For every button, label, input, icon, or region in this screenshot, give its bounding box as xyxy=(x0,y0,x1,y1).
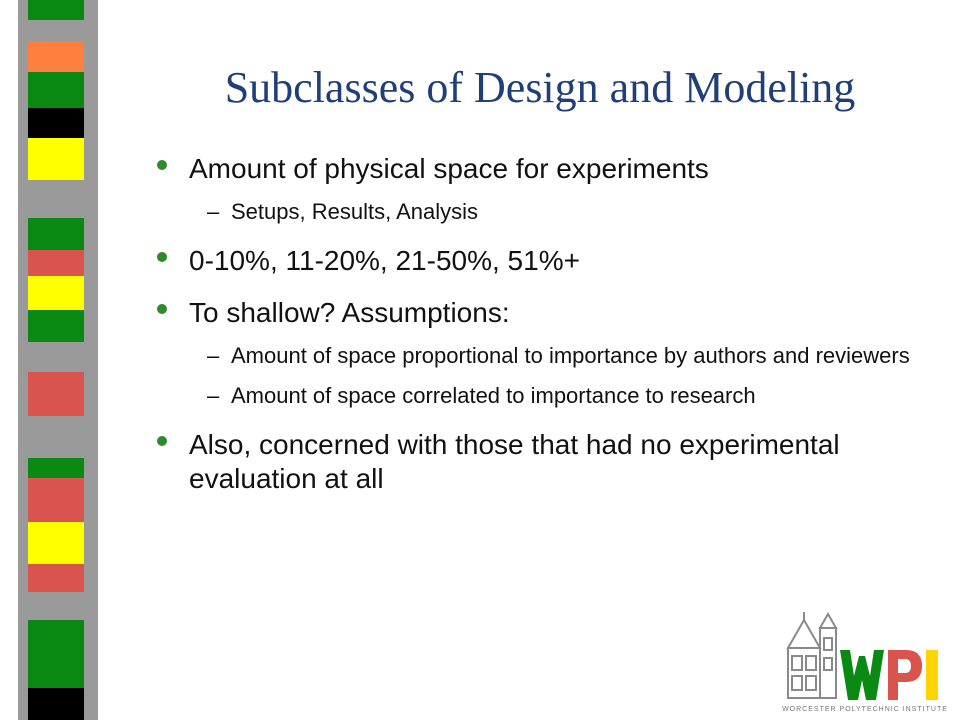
logo-caption: WORCESTER POLYTECHNIC INSTITUTE xyxy=(782,706,948,713)
decorative-stripe-column xyxy=(0,0,100,720)
dash-icon: – xyxy=(207,199,220,224)
stripe-block xyxy=(28,250,84,276)
sub-bullet-item xyxy=(155,342,915,370)
bullet-dot-icon xyxy=(157,304,167,314)
bullet-item xyxy=(155,152,915,186)
stripe-block xyxy=(28,620,84,688)
stripe-block xyxy=(28,522,84,564)
bullet-text: 0-10%, 11-20%, 21-50%, 51%+ xyxy=(189,245,580,276)
dash-icon: – xyxy=(207,383,220,408)
bullet-text: Amount of physical space for experiments xyxy=(189,153,709,184)
bullet-item xyxy=(155,244,915,278)
stripe-block xyxy=(28,138,84,180)
stripe-block xyxy=(28,372,84,416)
dash-icon: – xyxy=(207,343,220,368)
sub-bullet-item xyxy=(155,382,915,410)
stripe-block xyxy=(28,108,84,138)
building-icon xyxy=(780,608,950,720)
bullet-text: To shallow? Assumptions: xyxy=(189,297,510,328)
sub-bullet-text: Amount of space correlated to importance to research xyxy=(231,383,756,408)
bullet-list xyxy=(155,140,915,496)
stripe-block xyxy=(28,218,84,250)
bullet-item xyxy=(155,428,915,496)
bullet-dot-icon xyxy=(157,160,167,170)
sub-bullet-text: Amount of space proportional to importance by authors and reviewers xyxy=(231,343,910,368)
wpi-logo xyxy=(780,608,950,720)
sub-bullet-item xyxy=(155,198,915,226)
stripe-block xyxy=(28,72,84,108)
sub-bullet-text: Setups, Results, Analysis xyxy=(231,199,479,224)
stripe-block xyxy=(28,688,84,720)
stripe-block xyxy=(28,564,84,592)
stripe-block xyxy=(28,0,84,20)
stripe-block xyxy=(28,42,84,72)
stripe-block xyxy=(28,276,84,310)
stripe-block xyxy=(28,458,84,478)
slide-title: Subclasses of Design and Modeling xyxy=(224,63,856,112)
bullet-text: Also, concerned with those that had no experimental evaluation at all xyxy=(189,429,840,494)
bullet-dot-icon xyxy=(157,252,167,262)
bullet-item xyxy=(155,296,915,330)
stripe-block xyxy=(28,478,84,522)
stripe-block xyxy=(28,310,84,342)
bullet-dot-icon xyxy=(157,436,167,446)
